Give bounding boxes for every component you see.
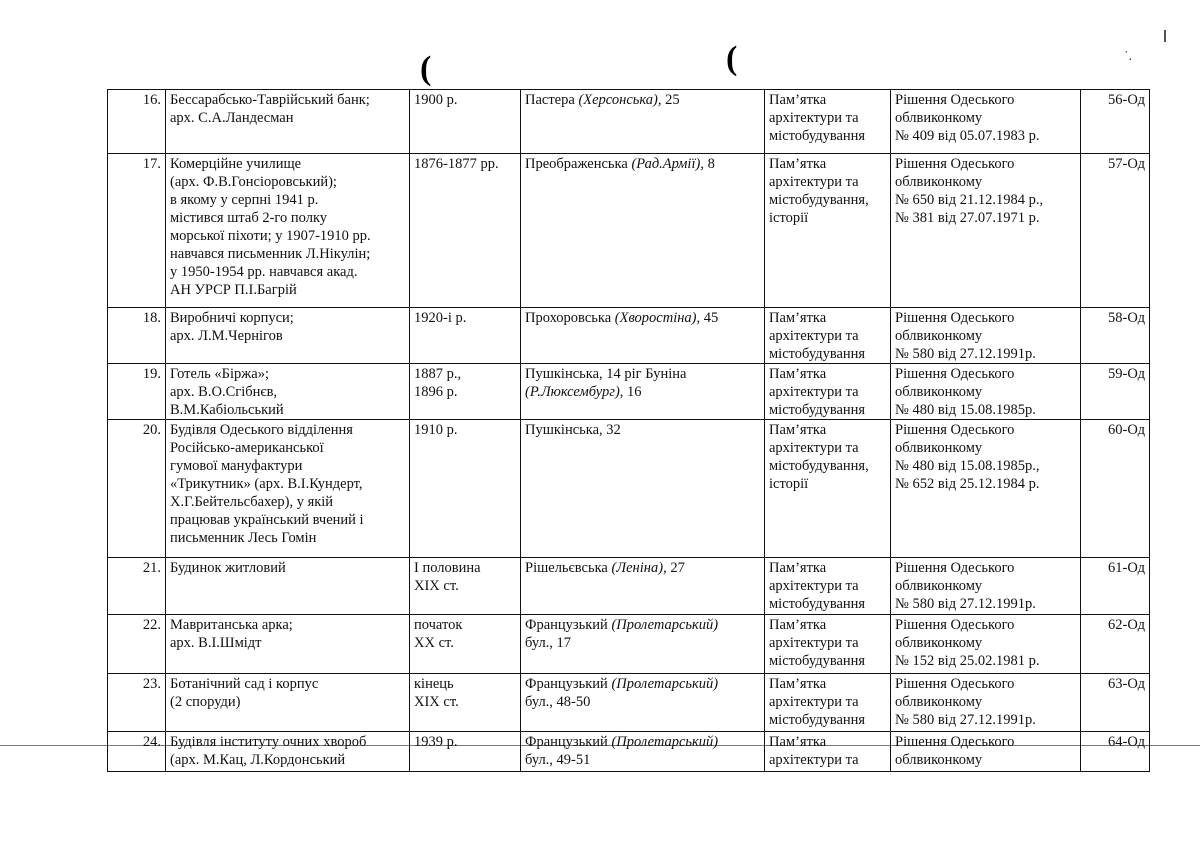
monument-date: 1939 р. xyxy=(410,732,521,772)
monument-name: Мавританська арка; арх. В.І.Шмідт xyxy=(166,615,410,674)
row-number: 21. xyxy=(108,558,166,615)
monument-type: Пам’ятка архітектури та містобудування xyxy=(765,558,891,615)
monument-address: Преображенська (Рад.Армії), 8 xyxy=(521,154,765,308)
monument-date: кінець ХІХ ст. xyxy=(410,674,521,732)
row-number: 17. xyxy=(108,154,166,308)
monument-name: Ботанічний сад і корпус (2 споруди) xyxy=(166,674,410,732)
monument-date: І половина ХІХ ст. xyxy=(410,558,521,615)
row-number: 24. xyxy=(108,732,166,772)
monument-type: Пам’ятка архітектури та містобудування xyxy=(765,674,891,732)
protection-decision: Рішення Одеського облвиконкому № 580 від 27.12.1991р. xyxy=(891,674,1081,732)
registry-code: 56-Од xyxy=(1081,90,1150,154)
registry-code: 59-Од xyxy=(1081,364,1150,420)
scan-bracket-mark-left: ( xyxy=(420,50,432,87)
monument-date: 1920-і р. xyxy=(410,308,521,364)
protection-decision: Рішення Одеського облвиконкому № 580 від 27.12.1991р. xyxy=(891,308,1081,364)
scan-speck-mark: ˙. xyxy=(1124,49,1133,64)
row-number: 18. xyxy=(108,308,166,364)
monument-address: Прохоровська (Хворостіна), 45 xyxy=(521,308,765,364)
table-row xyxy=(108,558,1150,615)
monument-address: Рішельєвська (Леніна), 27 xyxy=(521,558,765,615)
monument-address: Пастера (Херсонська), 25 xyxy=(521,90,765,154)
table-row xyxy=(108,674,1150,732)
monument-name: Будівля інституту очних хвороб (арх. М.Кац, Л.Кордонський xyxy=(166,732,410,772)
monument-name: Бессарабсько-Таврійський банк; арх. С.А.Ландесман xyxy=(166,90,410,154)
table-row xyxy=(108,308,1150,364)
table-row xyxy=(108,732,1150,772)
table-row xyxy=(108,154,1150,308)
row-number: 16. xyxy=(108,90,166,154)
protection-decision: Рішення Одеського облвиконкому № 152 від 25.02.1981 р. xyxy=(891,615,1081,674)
monument-type: Пам’ятка архітектури та містобудування, історії xyxy=(765,154,891,308)
protection-decision: Рішення Одеського облвиконкому № 650 від 21.12.1984 р., № 381 від 27.07.1971 р. xyxy=(891,154,1081,308)
row-number: 19. xyxy=(108,364,166,420)
registry-code: 64-Од xyxy=(1081,732,1150,772)
monument-type: Пам’ятка архітектури та містобудування xyxy=(765,308,891,364)
monument-type: Пам’ятка архітектури та xyxy=(765,732,891,772)
protection-decision: Рішення Одеського облвиконкому № 480 від 15.08.1985р., № 652 від 25.12.1984 р. xyxy=(891,420,1081,558)
monument-date: 1887 р., 1896 р. xyxy=(410,364,521,420)
monument-name: Комерційне училище (арх. Ф.В.Гонсіоровський); в якому у серпні 1941 р. містився штаб 2-го полку морської піхоти; у 1907-1910 рр. навчався письменник Л.Нікулін; у 1950-1954 рр. навчався акад. АН УРСР П.І.Багрій xyxy=(166,154,410,308)
registry-code: 57-Од xyxy=(1081,154,1150,308)
monument-address: Французький (Пролетарський) бул., 17 xyxy=(521,615,765,674)
row-number: 22. xyxy=(108,615,166,674)
scan-bracket-mark-right: ( xyxy=(726,40,738,77)
registry-code: 61-Од xyxy=(1081,558,1150,615)
registry-code: 63-Од xyxy=(1081,674,1150,732)
monument-address: Французький (Пролетарський) бул., 49-51 xyxy=(521,732,765,772)
protection-decision: Рішення Одеського облвиконкому № 580 від 27.12.1991р. xyxy=(891,558,1081,615)
monument-date: 1910 р. xyxy=(410,420,521,558)
protection-decision: Рішення Одеського облвиконкому № 480 від 15.08.1985р. xyxy=(891,364,1081,420)
monument-name: Виробничі корпуси; арх. Л.М.Чернігов xyxy=(166,308,410,364)
table-row xyxy=(108,615,1150,674)
monument-date: початок ХХ ст. xyxy=(410,615,521,674)
monument-date: 1876-1877 рр. xyxy=(410,154,521,308)
monument-type: Пам’ятка архітектури та містобудування, історії xyxy=(765,420,891,558)
registry-code: 60-Од xyxy=(1081,420,1150,558)
monument-name: Будинок житловий xyxy=(166,558,410,615)
row-number: 20. xyxy=(108,420,166,558)
monument-address: Пушкінська, 14 ріг Буніна (Р.Люксембург), 16 xyxy=(521,364,765,420)
monuments-register-table xyxy=(107,89,1150,772)
monument-address: Пушкінська, 32 xyxy=(521,420,765,558)
registry-code: 58-Од xyxy=(1081,308,1150,364)
table-row xyxy=(108,420,1150,558)
monument-date: 1900 р. xyxy=(410,90,521,154)
scan-edge-mark xyxy=(1164,30,1166,42)
protection-decision: Рішення Одеського облвиконкому xyxy=(891,732,1081,772)
registry-code: 62-Од xyxy=(1081,615,1150,674)
table-row xyxy=(108,364,1150,420)
protection-decision: Рішення Одеського облвиконкому № 409 від 05.07.1983 р. xyxy=(891,90,1081,154)
table-row xyxy=(108,90,1150,154)
monument-name: Будівля Одеського відділення Російсько-американської гумової мануфактури «Трикутник» (арх. В.І.Кундерт, Х.Г.Бейтельсбахер), у якій працював український вчений і письменник Лесь Гомін xyxy=(166,420,410,558)
monument-type: Пам’ятка архітектури та містобудування xyxy=(765,90,891,154)
monument-type: Пам’ятка архітектури та містобудування xyxy=(765,615,891,674)
monument-type: Пам’ятка архітектури та містобудування xyxy=(765,364,891,420)
monument-name: Готель «Біржа»; арх. В.О.Сгібнєв, В.М.Кабіольський xyxy=(166,364,410,420)
row-number: 23. xyxy=(108,674,166,732)
monument-address: Французький (Пролетарський) бул., 48-50 xyxy=(521,674,765,732)
